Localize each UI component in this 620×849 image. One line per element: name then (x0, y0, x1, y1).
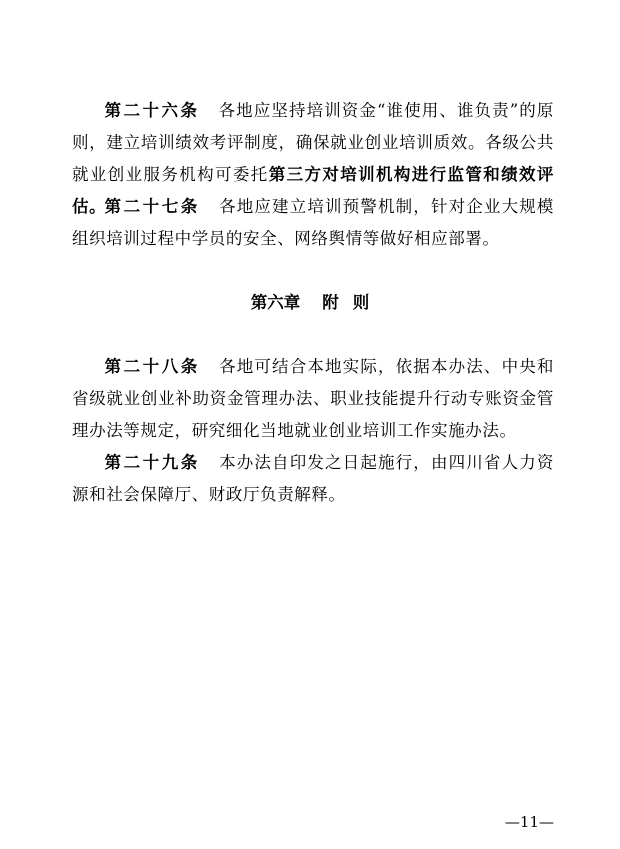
article-27 (72, 191, 554, 255)
article-text: 各地可结合本地实际，依据本办法、中央和省级就业创业补助资金管理办法、职业技能提升行动专账资金管理办法等规定，研究细化当地就业创业培训工作实施办法。 (72, 357, 554, 440)
page-number: —11— (504, 813, 554, 831)
article-title: 第二十九条 (104, 453, 200, 472)
chapter-heading (0, 289, 620, 317)
article-title: 第二十七条 (104, 197, 200, 216)
chapter-name-part1: 附 (322, 293, 339, 312)
article-text: 各地应建立培训预警机制，针对企业大规模组织培训过程中学员的安全、网络舆情等做好相应部署。 (72, 197, 554, 248)
article-emphasis: 第三方对培训机构进行监管和绩效评估。 (72, 165, 554, 216)
article-28 (72, 351, 554, 447)
chapter-name-part2: 则 (352, 293, 370, 312)
article-text: 本办法自印发之日起施行，由四川省人力资源和社会保障厅、财政厅负责解释。 (72, 453, 554, 504)
article-title: 第二十八条 (104, 357, 200, 376)
article-title: 第二十六条 (104, 101, 200, 120)
chapter-number: 第六章 (250, 293, 301, 312)
article-29 (72, 447, 554, 511)
article-text: 各地应坚持培训资金“谁使用、谁负责”的原则，建立培训绩效考评制度，确保就业创业培训质效。各级公共就业创业服务机构可委托 (72, 101, 555, 184)
